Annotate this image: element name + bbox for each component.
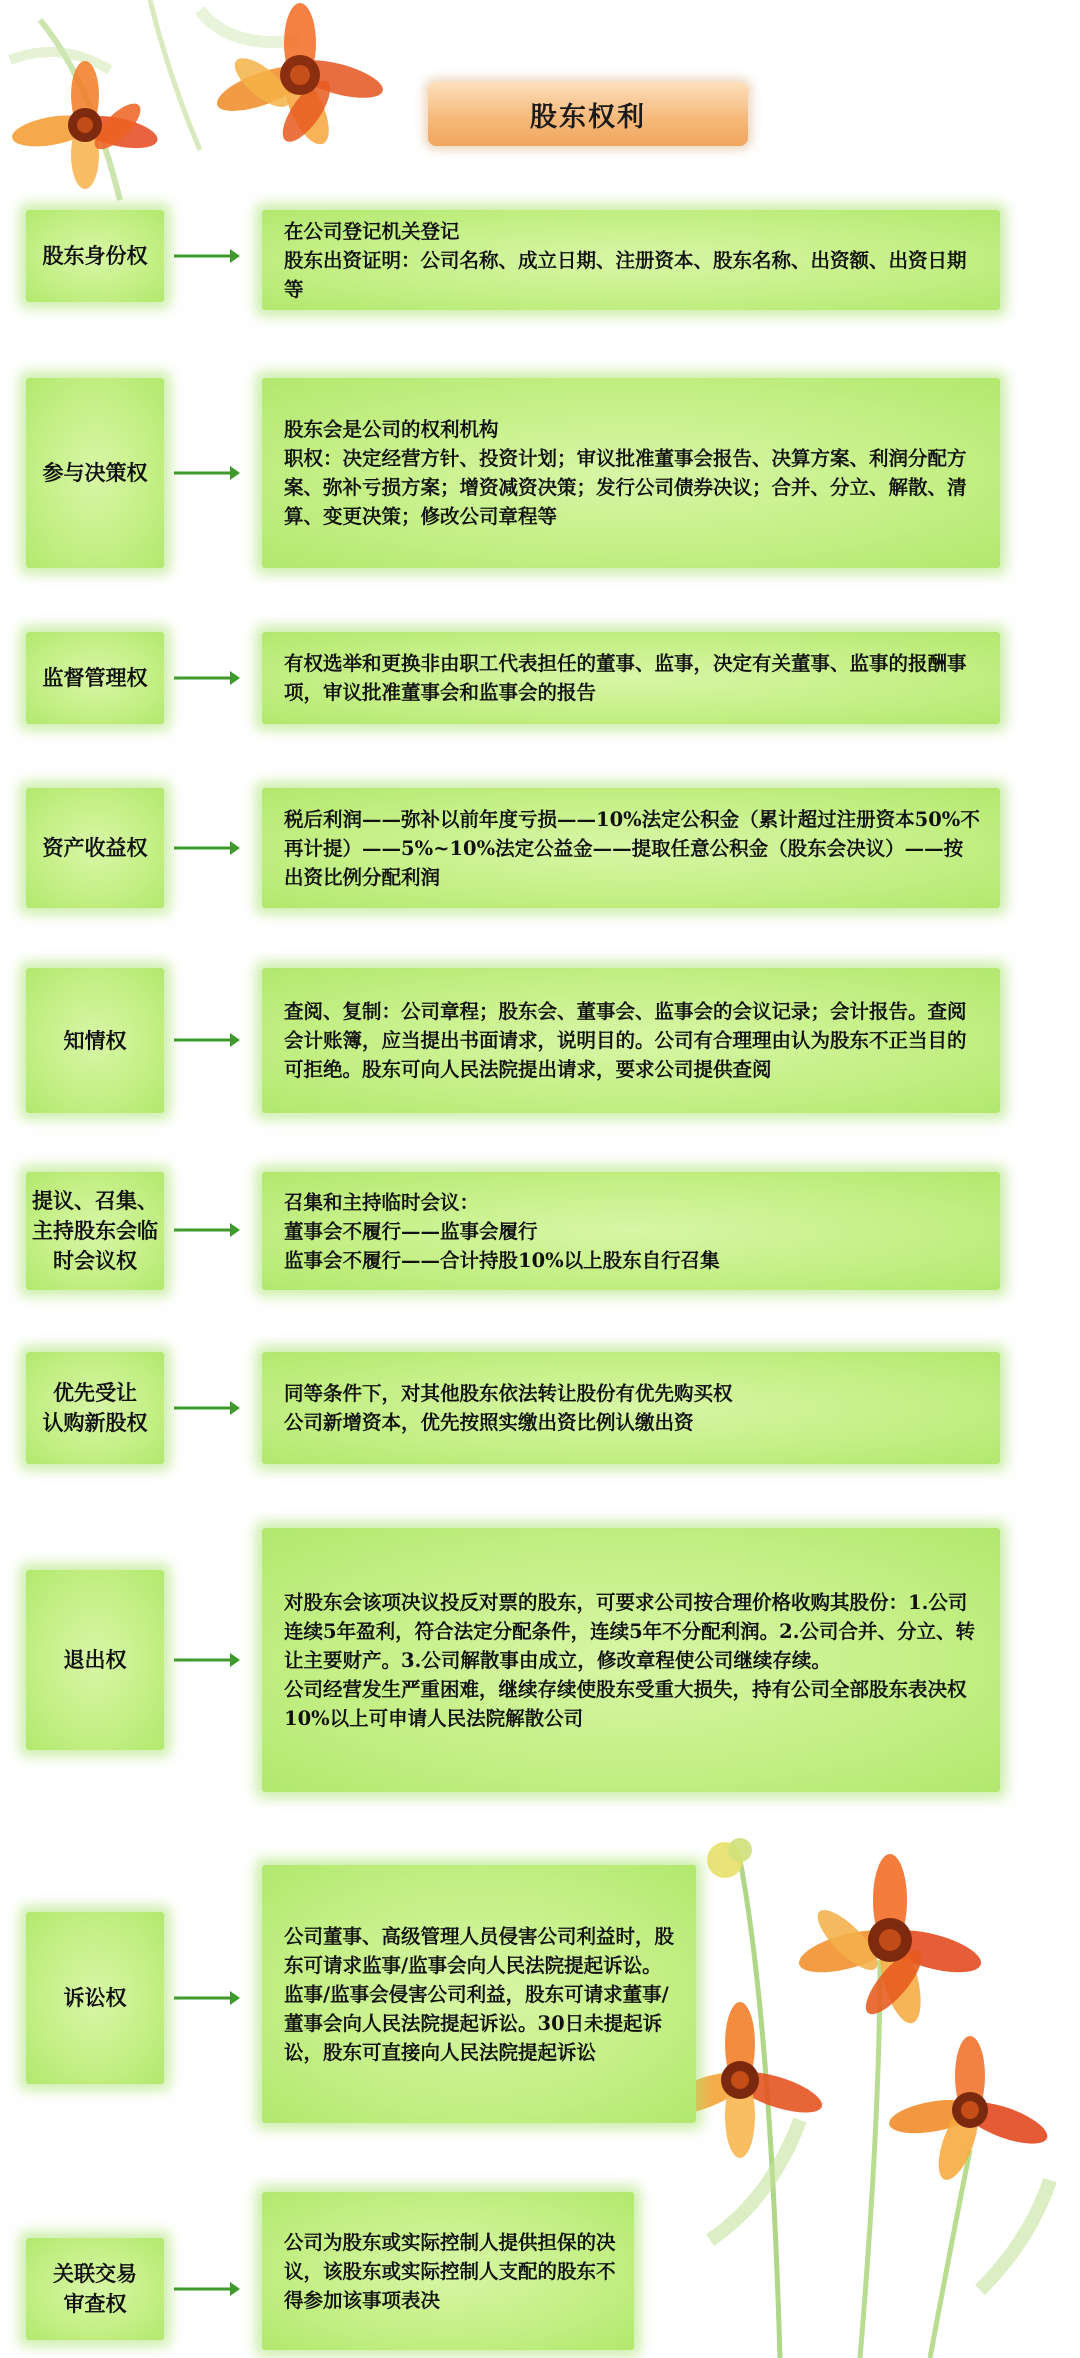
arrow-icon [172, 668, 242, 688]
right-content [262, 1352, 1000, 1464]
flower-decoration-top-left [0, 0, 460, 230]
right-content [262, 968, 1000, 1113]
right-label-text: 优先受让 认购新股权 [42, 1380, 148, 1435]
right-label [26, 210, 164, 302]
right-label-text: 退出权 [63, 1647, 127, 1672]
right-content [262, 2192, 634, 2350]
right-content [262, 632, 1000, 724]
right-label [26, 2238, 164, 2340]
right-label [26, 632, 164, 724]
right-label [26, 788, 164, 908]
right-label-text: 诉讼权 [63, 1985, 127, 2010]
arrow-icon [172, 2279, 242, 2299]
arrow-icon [172, 1220, 242, 1240]
flower-decoration-bottom-right [650, 1820, 1080, 2358]
right-label-text: 关联交易 审查权 [53, 2261, 137, 2316]
right-content [262, 1172, 1000, 1290]
right-content [262, 1528, 1000, 1792]
right-label-text: 监督管理权 [42, 665, 148, 690]
right-content-text: 股东会是公司的权利机构 职权：决定经营方针、投资计划；审议批准董事会报告、决算方案、利润分配方案、弥补亏损方案；增资减资决策；发行公司债券决议；合并、分立、解散、清算、变更决策；修改公司章程等 [284, 418, 967, 528]
right-content-text: 有权选举和更换非由职工代表担任的董事、监事，决定有关董事、监事的报酬事项，审议批准董事会和监事会的报告 [284, 652, 967, 704]
arrow-icon [172, 1650, 242, 1670]
arrow-icon [172, 1988, 242, 2008]
right-label [26, 378, 164, 568]
arrow-icon [172, 246, 242, 266]
page-title: 股东权利 [428, 82, 748, 146]
right-content-text: 召集和主持临时会议： 董事会不履行——监事会履行 监事会不履行——合计持股10%以上股东自行召集 [284, 1190, 720, 1272]
right-content-text: 税后利润——弥补以前年度亏损——10%法定公积金（累计超过注册资本50%不再计提）——5%~10%法定公益金——提取任意公积金（股东会决议）——按出资比例分配利润 [284, 807, 980, 889]
right-label [26, 1172, 164, 1290]
right-label-text: 参与决策权 [42, 460, 148, 485]
right-label-text: 资产收益权 [42, 835, 148, 860]
right-content [262, 378, 1000, 568]
right-content-text: 同等条件下，对其他股东依法转让股份有优先购买权 公司新增资本，优先按照实缴出资比例认缴出资 [284, 1382, 733, 1434]
right-content [262, 210, 1000, 310]
right-content [262, 788, 1000, 908]
right-label [26, 1912, 164, 2084]
right-label-text: 知情权 [63, 1027, 127, 1053]
right-content-text: 在公司登记机关登记 股东出资证明：公司名称、成立日期、注册资本、股东名称、出资额、出资日期等 [284, 219, 967, 301]
arrow-icon [172, 1030, 242, 1050]
right-content-text: 公司为股东或实际控制人提供担保的决议，该股东或实际控制人支配的股东不得参加该事项表决 [284, 2230, 616, 2312]
right-label [26, 1570, 164, 1750]
arrow-icon [172, 463, 242, 483]
right-label [26, 1352, 164, 1464]
right-content-text: 对股东会该项决议投反对票的股东，可要求公司按合理价格收购其股份：1.公司连续5年盈利，符合法定分配条件，连续5年不分配利润。2.公司合并、分立、转让主要财产。3.公司解散事由成立，修改章程使公司继续存续。 公司经营发生严重困难，继续存续使股东受重大损失，持有公司全部股东表决权10%以上可申请人民法院解散公司 [284, 1590, 975, 1730]
right-label [26, 968, 164, 1113]
right-label-text: 股东身份权 [42, 243, 148, 268]
right-label-text: 提议、召集、 主持股东会临 时会议权 [32, 1188, 158, 1273]
right-content-text: 公司董事、高级管理人员侵害公司利益时，股东可请求监事/监事会向人民法院提起诉讼。监事/监事会侵害公司利益，股东可请求董事/董事会向人民法院提起诉讼。30日未提起诉讼，股东可直接向人民法院提起诉讼 [284, 1924, 675, 2064]
right-content-text: 查阅、复制：公司章程；股东会、董事会、监事会的会议记录；会计报告。查阅会计账簿，应当提出书面请求，说明目的。公司有合理理由认为股东不正当目的可拒绝。股东可向人民法院提出请求，要求公司提供查阅 [284, 1000, 967, 1081]
arrow-icon [172, 1398, 242, 1418]
right-content [262, 1865, 696, 2123]
arrow-icon [172, 838, 242, 858]
